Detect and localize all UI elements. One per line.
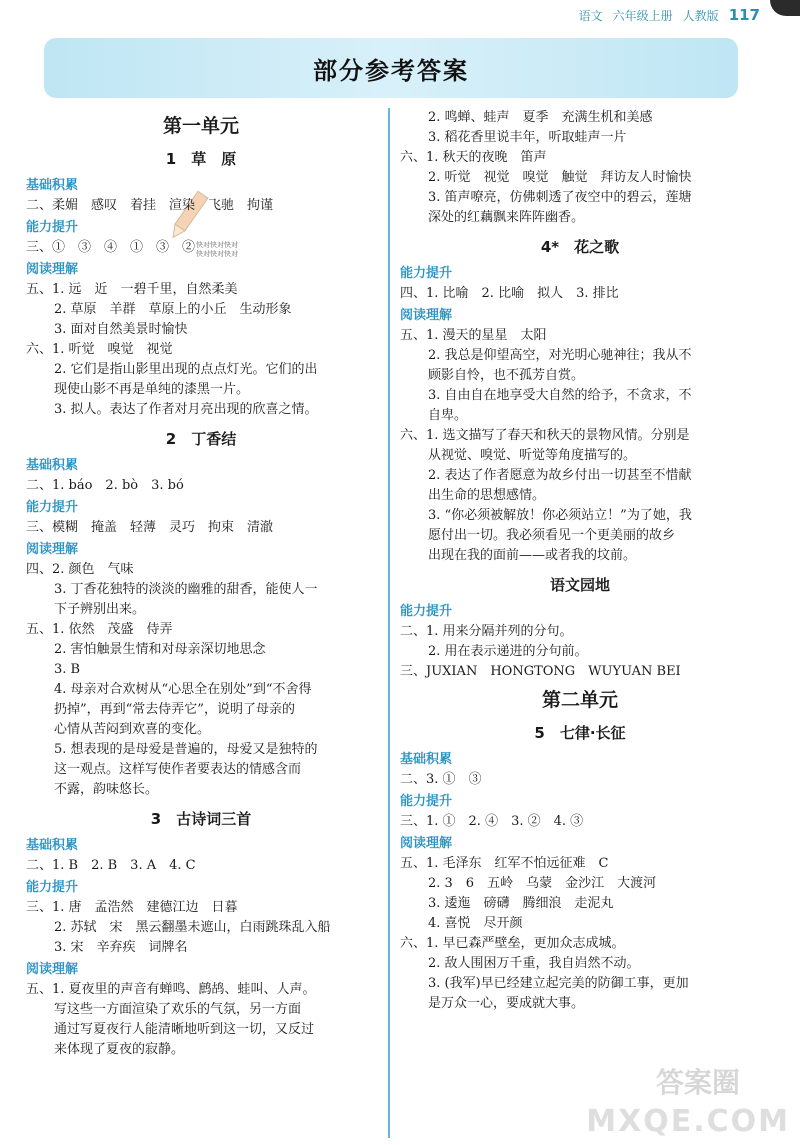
answer-line: 2. 我总是仰望高空，对光明心驰神往；我从不 — [428, 348, 692, 363]
answer-line: 2. 鸣蝉、蛙声 夏季 充满生机和美感 — [428, 110, 653, 125]
answer-line: 愿付出一切。我必须看见一个更美丽的故乡 — [428, 528, 676, 543]
title-banner — [44, 38, 738, 98]
answer-line: 六、1. 秋天的夜晚 笛声 — [400, 150, 547, 165]
answer-column-right — [400, 108, 760, 1014]
watermark-logo: 答案圈 — [655, 1066, 740, 1099]
section-label: 能力提升 — [26, 220, 79, 235]
answer-line: 心情从苦闷到欢喜的变化。 — [54, 722, 211, 737]
answer-line: 二、1. báo 2. bò 3. bó — [26, 478, 184, 493]
answer-line: 四、1. 比喻 2. 比喻 拟人 3. 排比 — [400, 286, 619, 301]
answer-line: 五、1. 依然 茂盛 侍弄 — [26, 622, 173, 637]
page-title: 部分参考答案 — [313, 56, 469, 85]
answer-line: 从视觉、嗅觉、听觉等角度描写的。 — [428, 448, 637, 463]
answer-line: 5. 想表现的是母爱是普遍的，母爱又是独特的 — [54, 742, 318, 757]
lesson-heading: 2 丁香结 — [165, 430, 237, 448]
answer-line: 六、1. 选文描写了春天和秋天的景物风情。分别是 — [400, 428, 690, 443]
section-label: 能力提升 — [26, 880, 79, 895]
answer-line: 五、1. 毛泽东 红军不怕远征难 C — [400, 856, 609, 871]
unit-heading: 第二单元 — [541, 689, 618, 711]
lesson-heading: 4* 花之歌 — [540, 238, 620, 256]
section-label: 阅读理解 — [26, 962, 79, 977]
answer-line: 3. 自由自在地享受大自然的给予，不贪求，不 — [428, 388, 692, 403]
answer-line: 3. B — [54, 662, 81, 677]
section-label: 能力提升 — [400, 266, 453, 281]
section-label: 基础积累 — [400, 752, 453, 767]
answer-line: 3. 拟人。表达了作者对月亮出现的欣喜之情。 — [54, 402, 318, 417]
answer-line: 顾影自怜，也不孤芳自赏。 — [428, 368, 585, 383]
answer-line: 2. 听觉 视觉 嗅觉 触觉 拜访友人时愉快 — [428, 170, 692, 185]
lesson-heading: 语文园地 — [549, 576, 610, 594]
answer-line: 2. 敌人围困万千重，我自岿然不动。 — [428, 956, 640, 971]
answer-column-left — [26, 108, 376, 1060]
answer-line: 3. 笛声嘹亮，仿佛刺透了夜空中的碧云，莲塘 — [428, 190, 692, 205]
section-label: 能力提升 — [26, 500, 79, 515]
answer-line: 2. 草原 羊群 草原上的小丘 生动形象 — [54, 302, 292, 317]
answer-line: 四、2. 颜色 气味 — [26, 562, 134, 577]
answer-line: 4. 母亲对合欢树从“心思全在别处”到“不舍得 — [54, 682, 312, 697]
answer-line: 二、3. ① ③ — [400, 772, 482, 787]
answer-line: 这一观点。这样写使作者要表达的情感含而 — [54, 762, 302, 777]
answer-line: 现使山影不再是单纯的漆黑一片。 — [54, 382, 250, 397]
answer-line: 三、① ③ ④ ① ③ ② — [26, 240, 196, 255]
answer-line: 2. 用在表示递进的分句前。 — [428, 644, 588, 659]
answer-line: 3. 面对自然美景时愉快 — [54, 322, 188, 337]
section-label: 阅读理解 — [26, 262, 79, 277]
stamp-note-line: 快对快对快对 — [196, 250, 238, 258]
answer-line: 五、1. 漫天的星星 太阳 — [400, 328, 547, 343]
answer-line: 五、1. 远 近 一碧千里，自然柔美 — [26, 282, 238, 297]
answer-line: 通过写夏夜行人能清晰地听到这一切，又反过 — [54, 1022, 315, 1037]
answer-line: 出生命的思想感情。 — [428, 488, 546, 503]
answer-line: 二、1. B 2. B 3. A 4. C — [26, 858, 196, 873]
answer-line: 三、JUXIAN HONGTONG WUYUAN BEI — [400, 664, 681, 679]
answer-line: 2. 3 6 五岭 乌蒙 金沙江 大渡河 — [428, 876, 657, 891]
answer-line: 来体现了夏夜的寂静。 — [54, 1042, 185, 1057]
section-label: 基础积累 — [26, 178, 79, 193]
answer-line: 2. 表达了作者愿意为故乡付出一切甚至不惜献 — [428, 468, 692, 483]
answer-line: 是万众一心，要成就大事。 — [428, 996, 585, 1011]
answer-line: 五、1. 夏夜里的声音有蝉鸣、鹧鸪、蛙叫、人声。 — [26, 982, 316, 997]
answer-line: 写这些一方面渲染了欢乐的气氛，另一方面 — [54, 1002, 302, 1017]
answer-line: 2. 它们是指山影里出现的点点灯光。它们的出 — [54, 362, 318, 377]
answer-line: 六、1. 听觉 嗅觉 视觉 — [26, 342, 173, 357]
answer-line: 二、1. 用来分隔并列的分句。 — [400, 624, 573, 639]
header-subject: 语文 — [578, 8, 603, 23]
answer-line: 不露，韵味悠长。 — [54, 782, 159, 797]
header-bar — [579, 4, 760, 26]
section-label: 能力提升 — [400, 794, 453, 809]
answer-line: 三、1. 唐 孟浩然 建德江边 日暮 — [26, 900, 238, 915]
section-label: 阅读理解 — [400, 836, 453, 851]
stamp-note-line: 快对快对快对 — [196, 241, 238, 249]
answer-line: 六、1. 早已森严壁垒，更加众志成城。 — [400, 936, 625, 951]
section-label: 阅读理解 — [26, 542, 79, 557]
lesson-heading: 1 草 原 — [165, 150, 237, 168]
answer-line: 深处的红藕飘来阵阵幽香。 — [428, 210, 585, 225]
section-label: 阅读理解 — [400, 308, 453, 323]
answer-line: 2. 苏轼 宋 黑云翻墨未遮山，白雨跳珠乱入船 — [54, 920, 331, 935]
answer-line: 出现在我的面前——或者我的坟前。 — [428, 548, 637, 563]
answer-line: 下子辨别出来。 — [54, 602, 146, 617]
answer-line: 3. 稻花香里说丰年，听取蛙声一片 — [428, 130, 627, 145]
answer-line: 3. 逶迤 磅礴 腾细浪 走泥丸 — [428, 896, 614, 911]
page-number: 117 — [728, 6, 760, 24]
header-grade: 六年级上册 — [612, 8, 673, 23]
section-label: 基础积累 — [26, 458, 79, 473]
watermark-url: MXQE.COM — [586, 1104, 790, 1139]
answer-line: 扔掉”，再到“常去侍弄它”，说明了母亲的 — [54, 702, 295, 717]
section-label: 能力提升 — [400, 604, 453, 619]
answer-line: 三、模糊 掩盖 轻薄 灵巧 拘束 清澈 — [26, 520, 274, 535]
column-divider — [388, 108, 390, 1138]
header-edition: 人教版 — [682, 8, 719, 23]
lesson-heading: 3 古诗词三首 — [150, 810, 252, 828]
answer-line: 三、1. ① 2. ④ 3. ② 4. ③ — [400, 814, 584, 829]
answer-line: 3. 宋 辛弃疾 词牌名 — [54, 940, 188, 955]
answer-line: 2. 害怕触景生情和对母亲深切地思念 — [54, 642, 266, 657]
answer-line: 自卑。 — [428, 408, 468, 423]
lesson-heading: 5 七律·长征 — [534, 724, 626, 742]
answer-line: 4. 喜悦 尽开颜 — [428, 916, 523, 931]
section-label: 基础积累 — [26, 838, 79, 853]
corner-mark — [770, 0, 800, 16]
answer-line: 二、柔媚 感叹 着挂 渲染 飞驰 拘谨 — [26, 198, 274, 213]
unit-heading: 第一单元 — [162, 115, 239, 137]
answer-line: 3. 丁香花独特的淡淡的幽雅的甜香，能使人一 — [54, 582, 318, 597]
answer-line: 3. “你必须被解放！你必须站立！”为了她，我 — [428, 508, 692, 523]
answer-line: 3. (我军)早已经建立起完美的防御工事，更加 — [428, 976, 689, 991]
